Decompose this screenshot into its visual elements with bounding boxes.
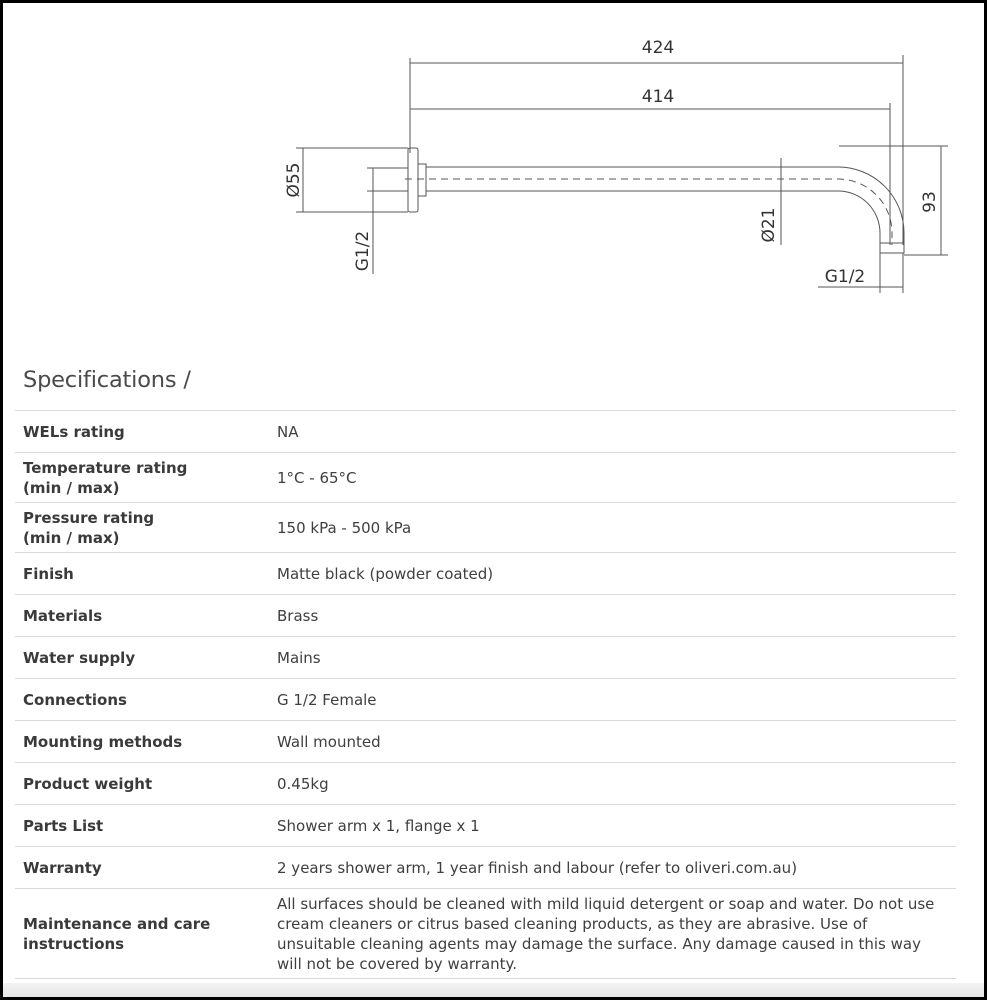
row-value: 2 years shower arm, 1 year finish and labour (refer to oliveri.com.au)	[277, 858, 798, 877]
dim-label-outlet-thread: G1/2	[824, 267, 866, 287]
table-row	[15, 679, 956, 721]
table-row	[15, 889, 956, 979]
row-value: Mains	[277, 648, 321, 667]
row-label: Warranty	[23, 858, 102, 877]
table-row	[15, 453, 956, 503]
table-row	[15, 763, 956, 805]
bottom-bar	[3, 983, 984, 997]
table-row	[15, 595, 956, 637]
table-row	[15, 503, 956, 553]
row-value: Shower arm x 1, flange x 1	[277, 816, 480, 835]
specifications-title: Specifications /	[23, 367, 191, 393]
dim-label-drop-height: 93	[920, 191, 940, 213]
row-label: Connections	[23, 690, 127, 709]
page	[3, 3, 984, 997]
dim-label-inlet-thread: G1/2	[353, 230, 373, 272]
technical-drawing	[3, 3, 984, 343]
row-value: All surfaces should be cleaned with mild liquid detergent or soap and water. Do not use cream cleaners or citrus based cleaning products, as they are abrasive. Use of unsuitable cleaning agents may damage the surface. Any damage caused in this way will not be covered by warranty.	[277, 894, 935, 973]
label-line: Maintenance and care	[23, 914, 211, 933]
row-label	[15, 503, 269, 553]
dim-label-flange-diameter: Ø55	[284, 162, 304, 198]
table-row	[15, 411, 956, 453]
dim-label-414: 414	[641, 87, 675, 107]
row-value: Matte black (powder coated)	[277, 564, 494, 583]
row-value: Wall mounted	[277, 732, 381, 751]
row-label: Parts List	[23, 816, 104, 835]
table-row	[15, 847, 956, 889]
row-label: Mounting methods	[23, 732, 183, 751]
row-label: Materials	[23, 606, 103, 625]
table-row	[15, 805, 956, 847]
flange	[408, 148, 418, 212]
label-line: instructions	[23, 934, 125, 953]
row-label: Finish	[23, 564, 74, 583]
table-row	[15, 721, 956, 763]
dim-label-arm-diameter: Ø21	[759, 207, 779, 243]
table-row	[15, 553, 956, 595]
row-value: 1°C - 65°C	[277, 468, 357, 487]
row-label: Product weight	[23, 774, 153, 793]
label-line: (min / max)	[23, 528, 120, 547]
label-line: (min / max)	[23, 478, 120, 497]
row-label: Water supply	[23, 648, 136, 667]
specifications-table	[15, 410, 956, 979]
dim-label-424: 424	[641, 38, 675, 58]
row-value: NA	[277, 422, 299, 441]
row-label: WELs rating	[23, 422, 125, 441]
row-label	[15, 453, 269, 503]
shower-arm	[426, 167, 904, 245]
row-value: Brass	[277, 606, 319, 625]
row-value: 0.45kg	[277, 774, 329, 793]
row-value: G 1/2 Female	[277, 690, 377, 709]
label-line: Pressure rating	[23, 508, 155, 527]
row-label	[15, 889, 269, 979]
row-value: 150 kPa - 500 kPa	[277, 518, 412, 537]
label-line: Temperature rating	[23, 458, 188, 477]
table-row	[15, 637, 956, 679]
